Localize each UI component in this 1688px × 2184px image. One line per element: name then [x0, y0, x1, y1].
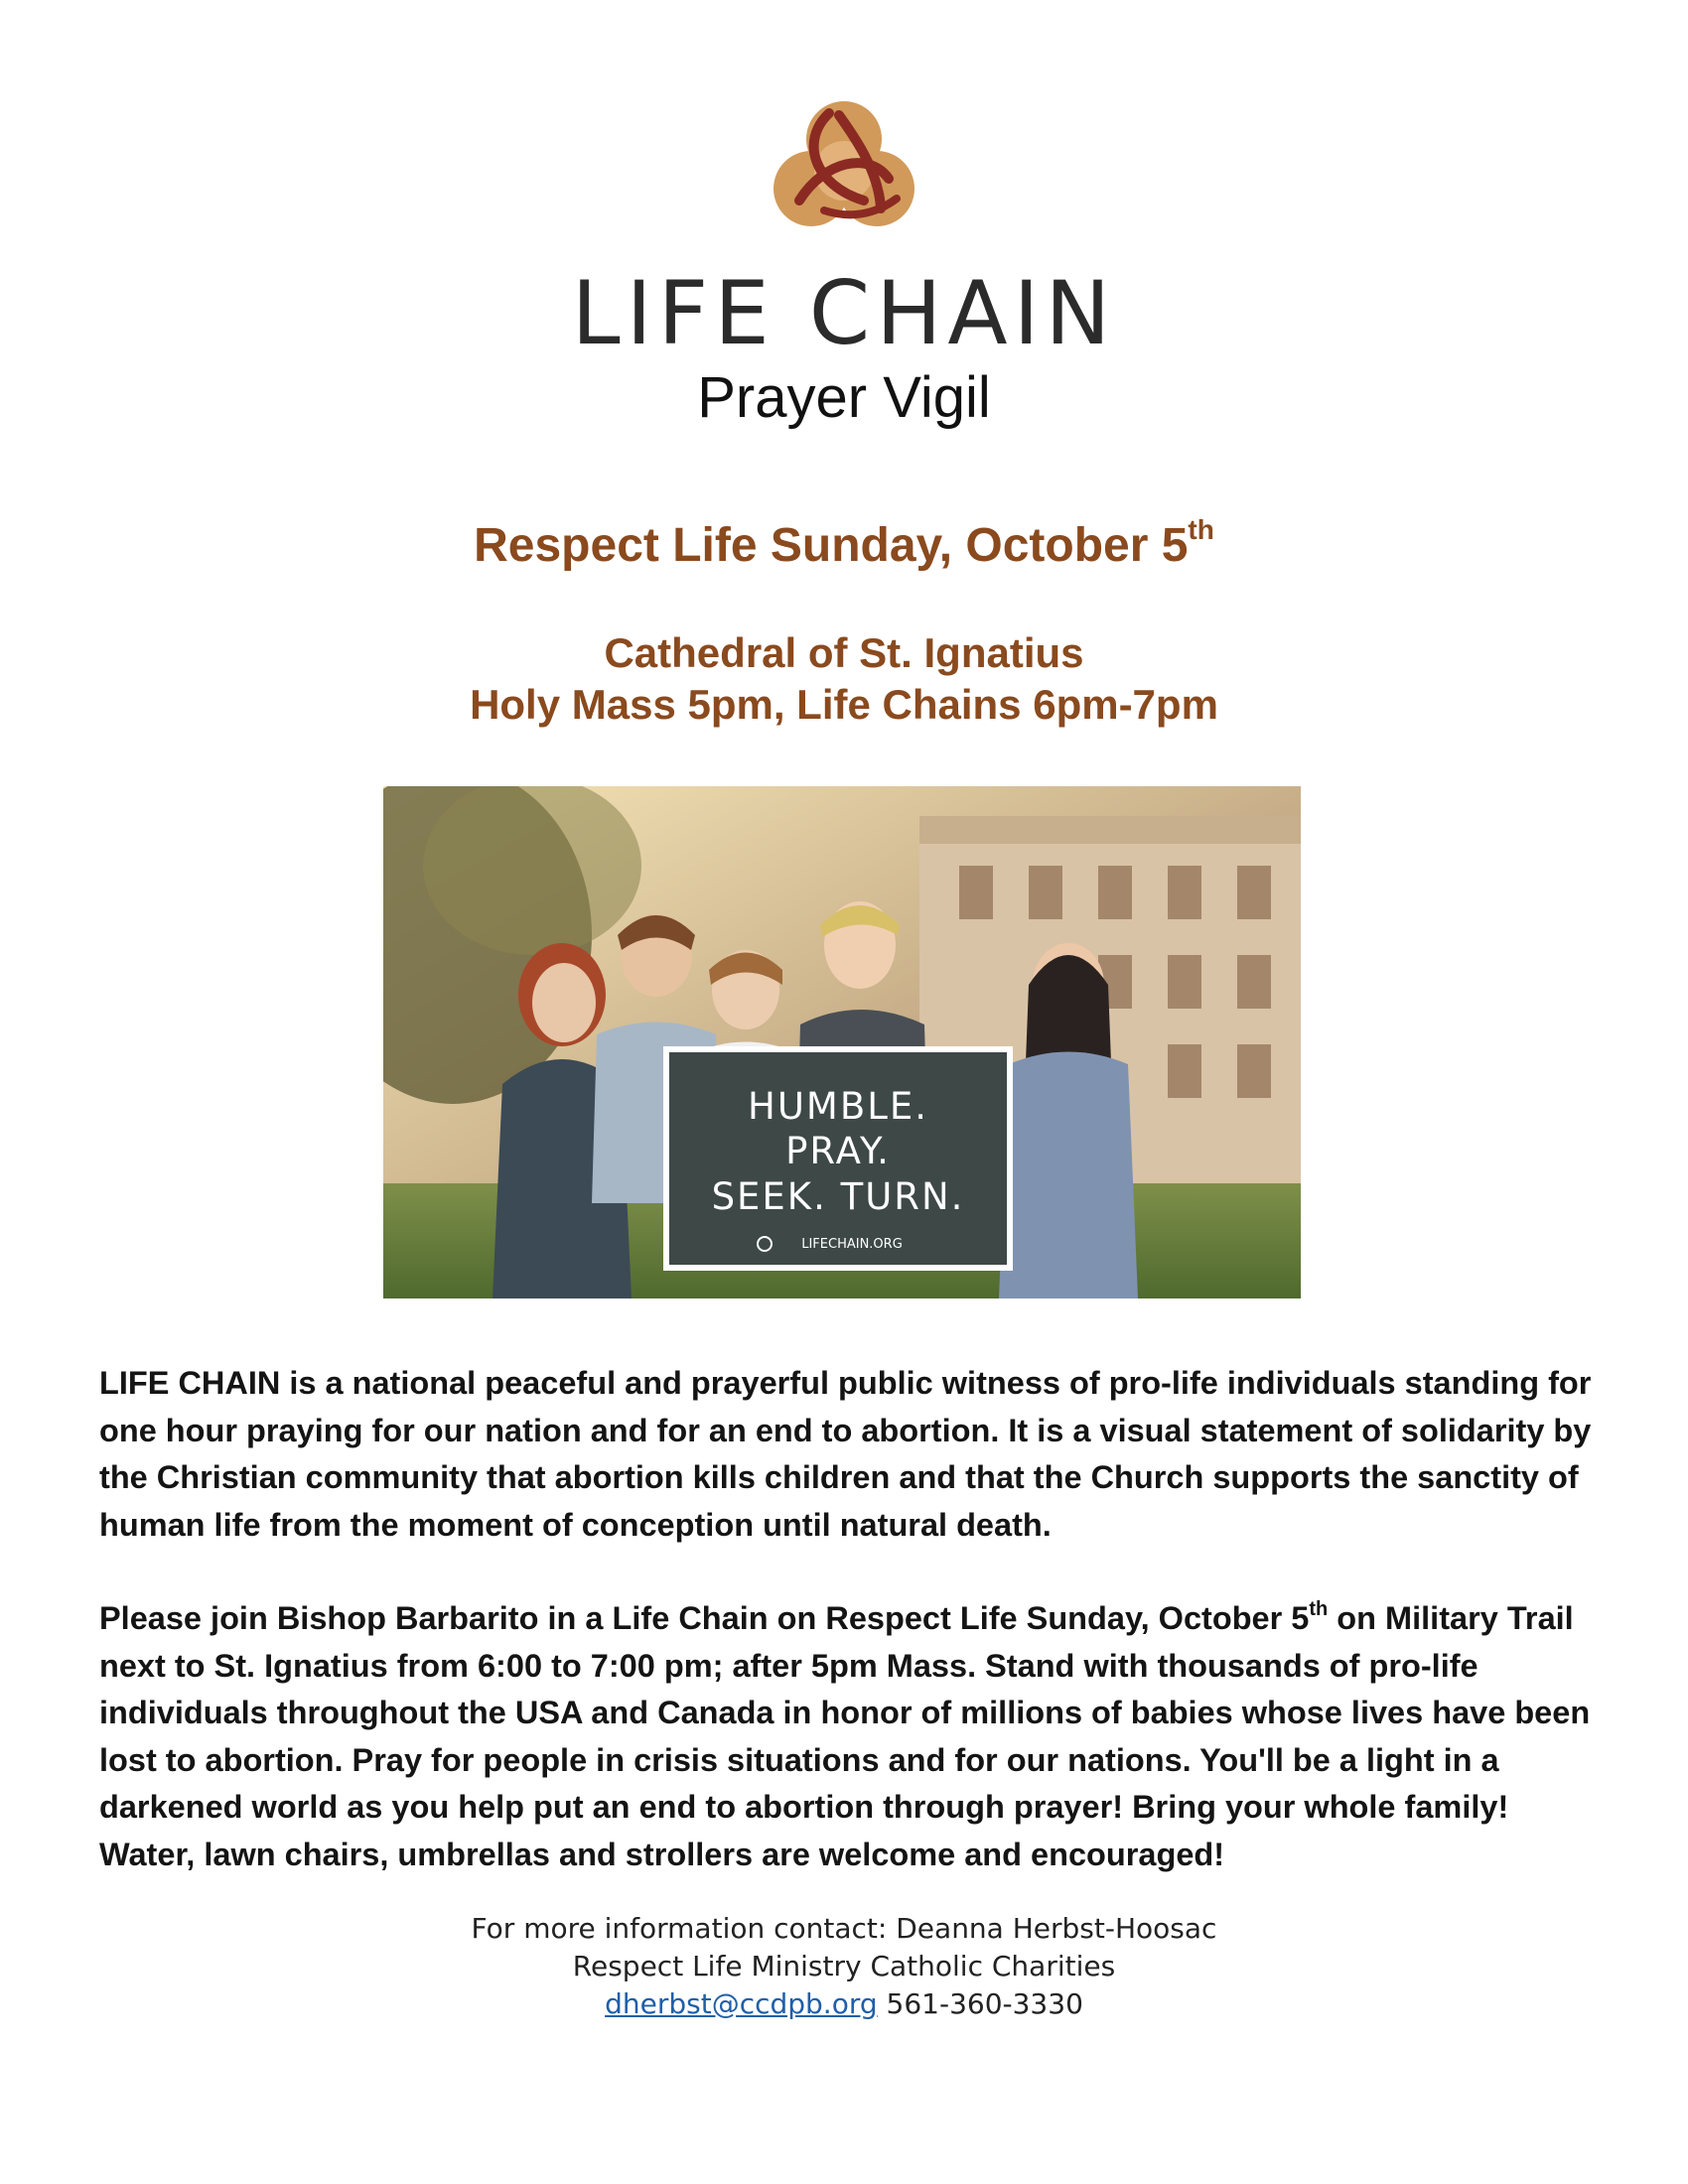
contact-line-2: Respect Life Ministry Catholic Charities	[572, 1950, 1116, 1982]
triquetra-knot-icon	[770, 91, 918, 240]
body-paragraph-1: LIFE CHAIN is a national peaceful and prayerful public witness of pro-life individuals standing for one hour praying for our nation and for an end to abortion. It is a visual statement of solidarity by the Christian community that abortion kills children and that the Church supports the sanctity of human life from the moment of conception until natural death.	[99, 1365, 1592, 1543]
logo	[0, 91, 1688, 245]
body-text	[99, 1360, 1599, 1925]
sign-line-1: HUMBLE.	[748, 1085, 928, 1128]
body-paragraph-2-sup: th	[1309, 1598, 1329, 1620]
contact-phone: 561-360-3330	[877, 1987, 1083, 2020]
event-venue: Cathedral of St. Ignatius	[604, 629, 1084, 676]
contact-block	[0, 1910, 1688, 2023]
sign-footer: LIFECHAIN.ORG	[801, 1237, 903, 1252]
event-photo	[383, 786, 1301, 1298]
event-headline-sup: th	[1188, 514, 1214, 545]
event-times: Holy Mass 5pm, Life Chains 6pm-7pm	[470, 681, 1218, 728]
body-paragraph-2	[99, 1595, 1599, 1878]
body-paragraph-2-a: Please join Bishop Barbarito in a Life Chain on Respect Life Sunday, October 5	[99, 1600, 1310, 1636]
sign-line-3: SEEK. TURN.	[711, 1175, 965, 1218]
contact-line-1: For more information contact: Deanna Herbst-Hoosac	[471, 1912, 1217, 1945]
brand-title: LIFE CHAIN	[571, 262, 1117, 364]
event-headline-text: Respect Life Sunday, October 5	[474, 519, 1189, 572]
brand-subtitle: Prayer Vigil	[697, 365, 991, 430]
event-venue-block	[0, 627, 1688, 731]
contact-line-3	[0, 1985, 1688, 2023]
sign-line-2: PRAY.	[785, 1130, 891, 1172]
body-paragraph-2-b: on Military Trail next to St. Ignatius from 6:00 to 7:00 pm; after 5pm Mass. Stand with thousands of pro-life individuals throughout the USA and Canada in honor of millions of babies whose lives have been lost to abortion. Pray for people in crisis situations and for our nations. You'll be a light in a darkened world as you help put an end to abortion through prayer! Bring your whole family! Water, lawn chairs, umbrellas and strollers are welcome and encouraged!	[99, 1600, 1591, 1872]
contact-email-link[interactable]: dherbst@ccdpb.org	[605, 1987, 878, 2020]
event-headline	[0, 514, 1688, 573]
